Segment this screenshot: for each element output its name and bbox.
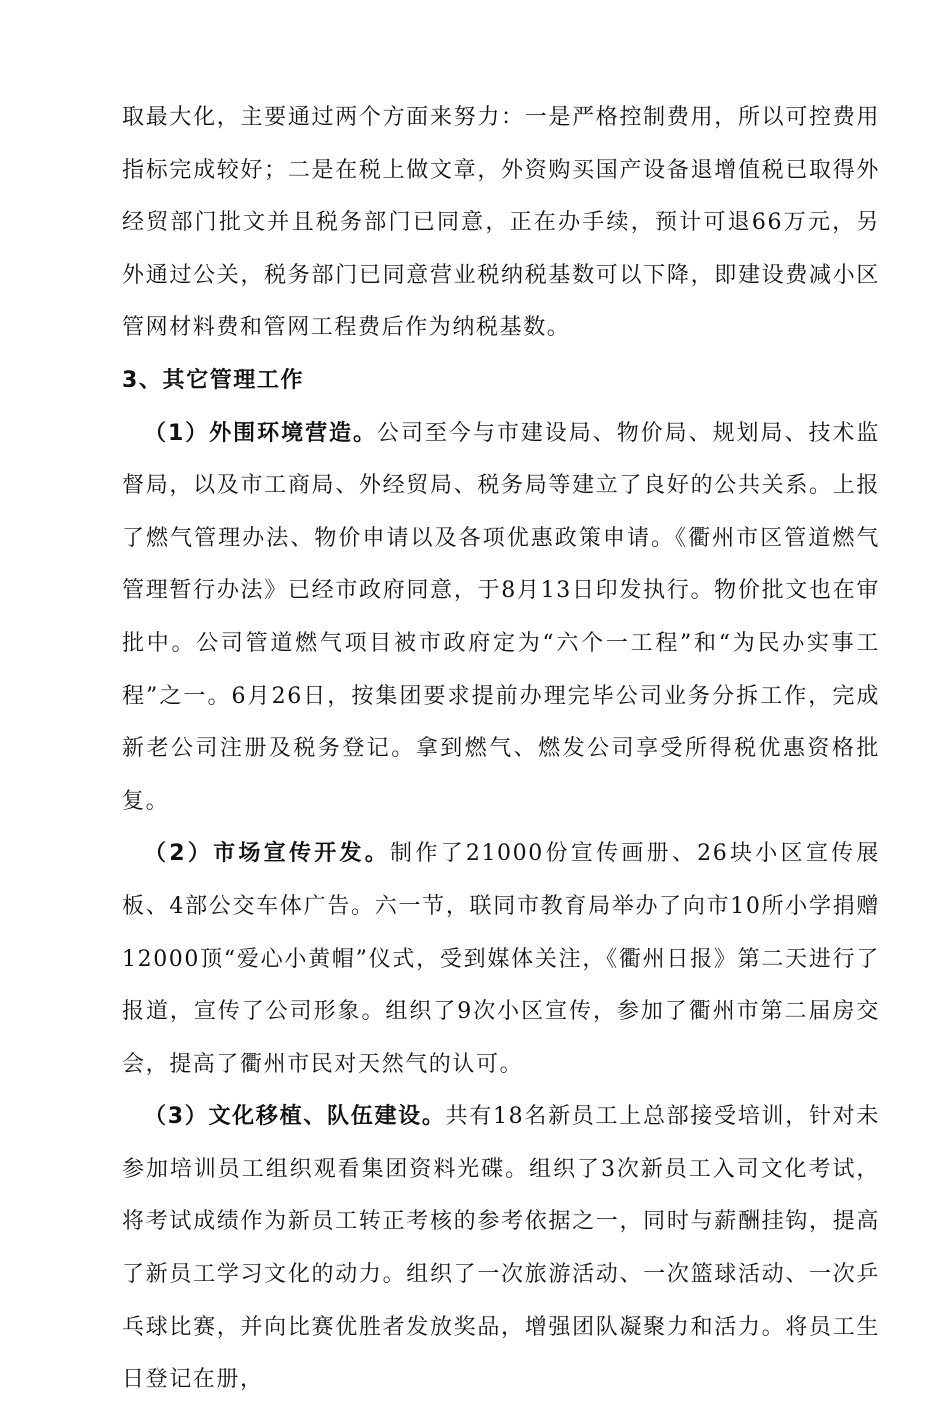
item-paragraph-2: [122, 828, 880, 1091]
section-heading: 3、其它管理工作: [122, 367, 305, 393]
continuation-paragraph: 取最大化，主要通过两个方面来努力：一是严格控制费用，所以可控费用指标完成较好；二是在税上做文章，外资购买国产设备退增值税已取得外经贸部门批文并且税务部门已同意，正在办手续，预计可退66万元，另外通过公关，税务部门已同意营业税纳税基数可以下降，即建设费减小区管网材料费和管网工程费后作为纳税基数。: [122, 105, 880, 341]
item-body-1: 公司至今与市建设局、物价局、规划局、技术监督局，以及市工商局、外经贸局、税务局等建立了良好的公共关系。上报了燃气管理办法、物价申请以及各项优惠政策申请。《衢州市区管道燃气管理暂行办法》已经市政府同意，于8月13日印发执行。物价批文也在审批中。公司管道燃气项目被市政府定为“六个一工程”和“为民办实事工程”之一。6月26日，按集团要求提前办理完毕公司业务分拆工作，完成新老公司注册及税务登记。拿到燃气、燃发公司享受所得税优惠资格批复。: [122, 420, 881, 814]
item-body-3: 共有18名新员工上总部接受培训，针对未参加培训员工组织观看集团资料光碟。组织了3次新员工入司文化考试，将考试成绩作为新员工转正考核的参考依据之一，同时与薪酬挂钩，提高了新员工学习文化的动力。组织了一次旅游活动、一次篮球活动、一次乒乓球比赛，并向比赛优胜者发放奖品，增强团队凝聚力和活力。将员工生日登记在册，: [122, 1104, 880, 1393]
item-lead-2: （2）市场宣传开发。: [144, 841, 391, 867]
item-paragraph-1: [122, 408, 880, 829]
item-paragraph-3: [122, 1091, 880, 1407]
item-body-2: 制作了21000份宣传画册、26块小区宣传展板、4部公交车体广告。六一节，联同市教育局举办了向市10所小学捐赠12000顶“爱心小黄帽”仪式，受到媒体关注，《衢州日报》第二天进行了报道，宣传了公司形象。组织了9次小区宣传，参加了衢州市第二届房交会，提高了衢州市民对天然气的认可。: [122, 841, 880, 1077]
document-body: [122, 92, 880, 1407]
item-lead-3: （3）文化移植、队伍建设。: [144, 1104, 446, 1130]
item-lead-1: （1）外围环境营造。: [144, 420, 378, 446]
